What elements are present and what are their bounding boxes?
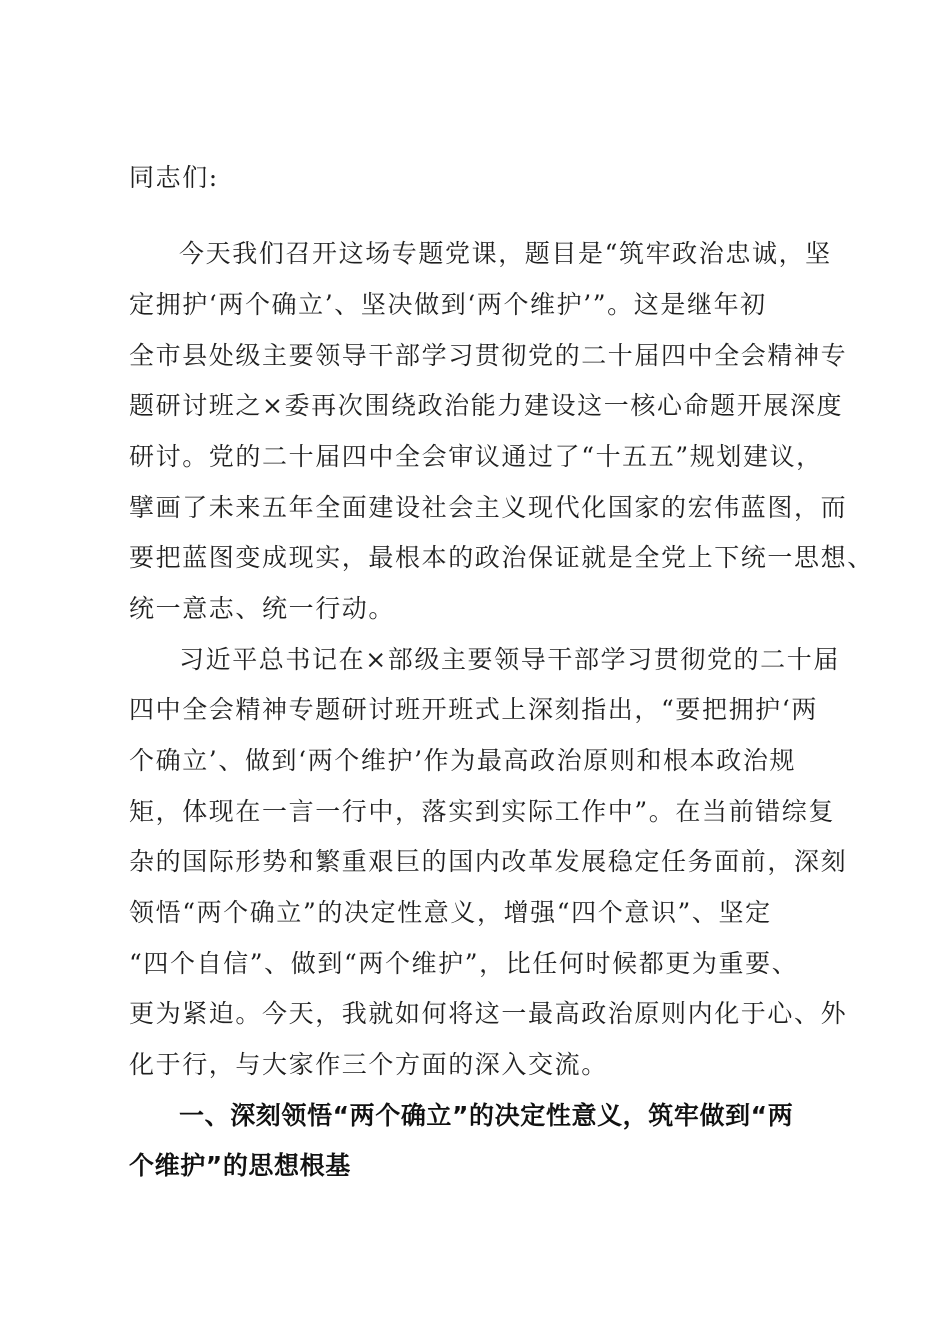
paragraph-line: 四中全会精神专题研讨班开班式上深刻指出，“要把拥护‘两 bbox=[129, 695, 818, 724]
paragraph-line: 定拥护‘两个确立’、坚决做到‘两个维护’”。这是继年初 bbox=[129, 290, 767, 319]
paragraph-line: 矩，体现在一言一行中，落实到实际工作中”。在当前错综复 bbox=[129, 797, 835, 826]
paragraph-line: 个确立’、做到‘两个维护’作为最高政治原则和根本政治规 bbox=[129, 746, 797, 775]
heading-line: 个维护”的思想根基 bbox=[129, 1151, 351, 1180]
paragraph-line: 要把蓝图变成现实，最根本的政治保证就是全党上下统一思想、 bbox=[129, 543, 874, 572]
salutation: 同志们: bbox=[129, 163, 219, 192]
heading-line: 一、深刻领悟“两个确立”的决定性意义，筑牢做到“两 bbox=[179, 1101, 794, 1130]
paragraph-line: 今天我们召开这场专题党课，题目是“筑牢政治忠诚，坚 bbox=[179, 239, 832, 268]
paragraph-line: 研讨。党的二十届四中全会审议通过了“十五五”规划建议， bbox=[129, 442, 823, 471]
paragraph-line: 习近平总书记在×部级主要领导干部学习贯彻党的二十届 bbox=[179, 645, 840, 674]
paragraph-line: 化于行，与大家作三个方面的深入交流。 bbox=[129, 1050, 608, 1079]
paragraph-line: 全市县处级主要领导干部学习贯彻党的二十届四中全会精神专 bbox=[129, 341, 848, 370]
paragraph-line: 更为紧迫。今天，我就如何将这一最高政治原则内化于心、外 bbox=[129, 999, 848, 1028]
paragraph-line: 擘画了未来五年全面建设社会主义现代化国家的宏伟蓝图，而 bbox=[129, 493, 848, 522]
paragraph-line: 杂的国际形势和繁重艰巨的国内改革发展稳定任务面前，深刻 bbox=[129, 847, 848, 876]
paragraph-line: 题研讨班之×委再次围绕政治能力建设这一核心命题开展深度 bbox=[129, 391, 844, 420]
paragraph-line: 领悟“两个确立”的决定性意义，增强“四个意识”、坚定 bbox=[129, 898, 772, 927]
paragraph-line: “四个自信”、做到“两个维护”，比任何时候都更为重要、 bbox=[129, 949, 799, 978]
paragraph-line: 统一意志、统一行动。 bbox=[129, 594, 396, 623]
